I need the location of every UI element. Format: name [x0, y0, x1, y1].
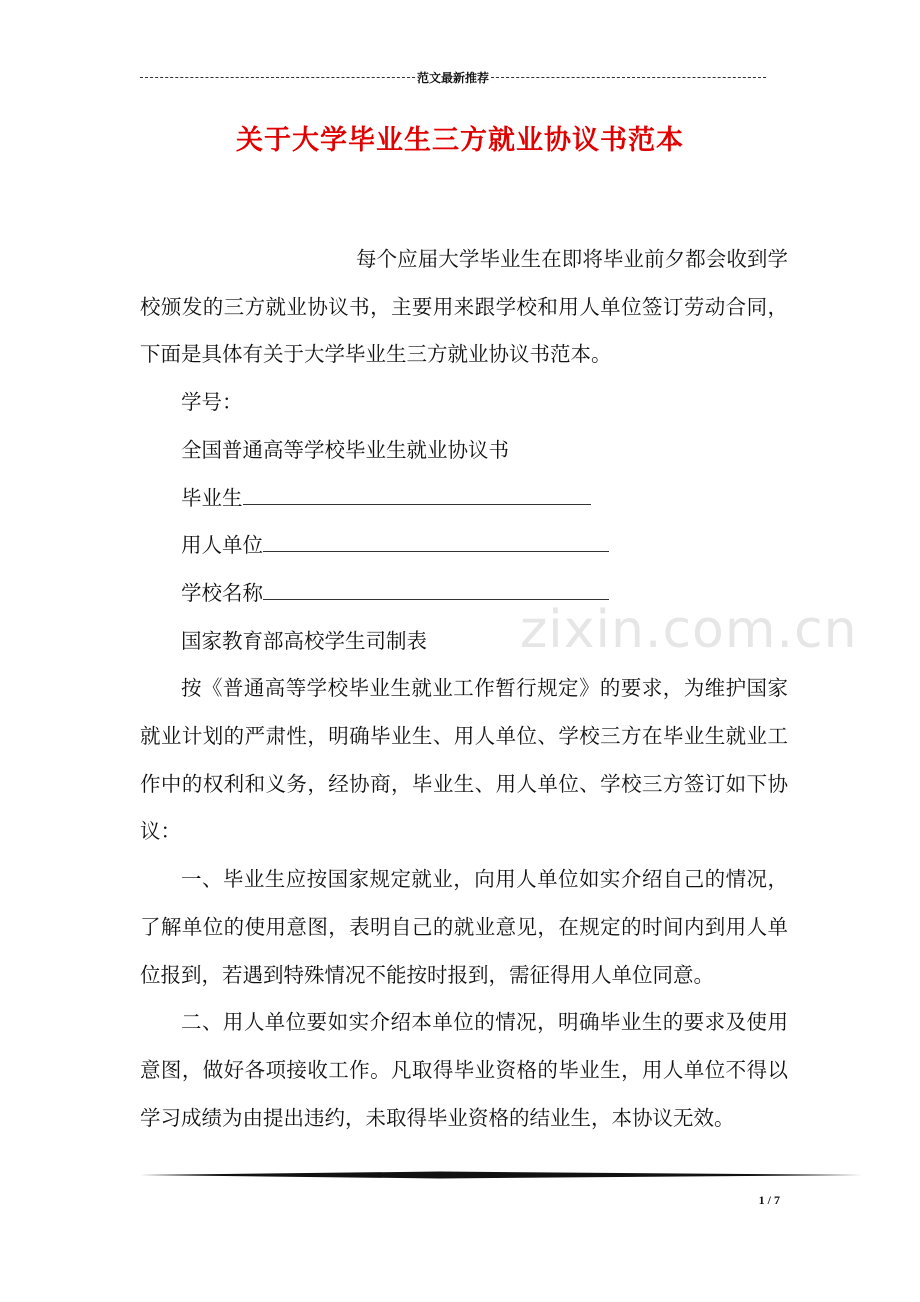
clause-one: 一、毕业生应按国家规定就业，向用人单位如实介绍自己的情况，了解单位的使用意图，表明自己的就业意见，在规定的时间内到用人单位报到，若遇到特殊情况不能按时报到，需征得用人单位同意。 — [140, 867, 788, 987]
employer-field — [140, 522, 788, 570]
graduate-label: 毕业生 — [181, 485, 243, 510]
school-blank — [263, 577, 609, 600]
student-number-line: 学号： — [181, 390, 243, 415]
preamble-paragraph: 按《普通高等学校毕业生就业工作暂行规定》的要求，为维护国家就业计划的严肃性，明确毕业生、用人单位、学校三方在毕业生就业工作中的权利和义务，经协商，毕业生、用人单位、学校三方签订如下协议： — [140, 676, 788, 844]
agreement-name-line: 全国普通高等学校毕业生就业协议书 — [181, 437, 509, 462]
clause-two: 二、用人单位要如实介绍本单位的情况，明确毕业生的要求及使用意图，做好各项接收工作。凡取得毕业资格的毕业生，用人单位不得以学习成绩为由提出违约，未取得毕业资格的结业生，本协议无效。 — [140, 1010, 788, 1130]
watermark: zixin.com.cn — [520, 600, 858, 660]
employer-blank — [263, 529, 609, 552]
school-field — [140, 570, 788, 618]
document-body — [140, 236, 788, 1142]
employer-label: 用人单位 — [181, 533, 263, 558]
page-header — [140, 68, 766, 86]
graduate-blank — [243, 482, 591, 505]
footer-rule — [140, 1170, 862, 1180]
intro-paragraph: 每个应届大学毕业生在即将毕业前夕都会收到学校颁发的三方就业协议书，主要用来跟学校和用人单位签订劳动合同，下面是具体有关于大学毕业生三方就业协议书范本。 — [140, 247, 788, 367]
issuer-line: 国家教育部高校学生司制表 — [181, 628, 427, 653]
header-label: 范文最新推荐 — [417, 70, 490, 85]
header-dash-left — [140, 77, 415, 78]
header-dash-right — [491, 77, 766, 78]
page-number: 1 / 7 — [758, 1193, 780, 1207]
school-label: 学校名称 — [181, 580, 263, 605]
graduate-field — [140, 475, 788, 523]
document-title: 关于大学毕业生三方就业协议书范本 — [236, 125, 684, 156]
